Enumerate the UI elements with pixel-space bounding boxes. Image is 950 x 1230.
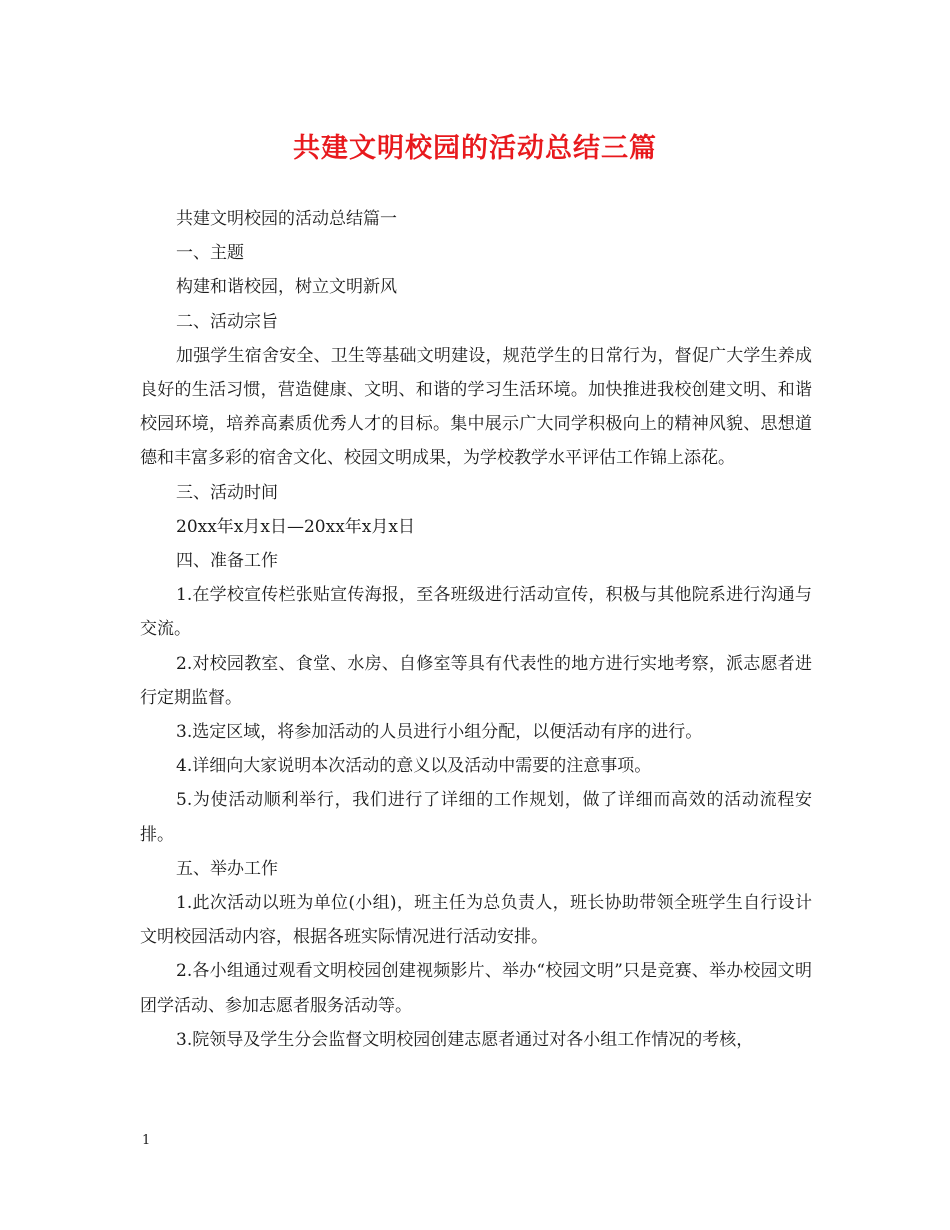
list-item: 1.此次活动以班为单位(小组)，班主任为总负责人，班长协助带领全班学生自行设计文明校园活动内容，根据各班实际情况进行活动安排。 bbox=[140, 893, 812, 948]
document-title: 共建文明校园的活动总结三篇 bbox=[293, 133, 657, 164]
list-item: 2.各小组通过观看文明校园创建视频影片、举办“校园文明”只是竞赛、举办校园文明团学活动、参加志愿者服务活动等。 bbox=[140, 961, 812, 1016]
list-item: 2.对校园教室、食堂、水房、自修室等具有代表性的地方进行实地考察，派志愿者进行定期监督。 bbox=[140, 653, 812, 708]
list-item: 1.在学校宣传栏张贴宣传海报，至各班级进行活动宣传，积极与其他院系进行沟通与交流。 bbox=[140, 585, 812, 640]
document-body bbox=[140, 202, 812, 1057]
subheading-organization: 五、举办工作 bbox=[176, 858, 278, 879]
subheading-theme: 一、主题 bbox=[176, 243, 244, 264]
paragraph: 构建和谐校园，树立文明新风 bbox=[176, 277, 397, 298]
subheading-time: 三、活动时间 bbox=[176, 482, 278, 503]
page-number: 1 bbox=[142, 1133, 151, 1148]
list-item: 5.为使活动顺利举行，我们进行了详细的工作规划，做了详细而高效的活动流程安排。 bbox=[140, 790, 812, 845]
paragraph: 20xx年x月x日—20xx年x月x日 bbox=[176, 516, 415, 537]
list-item: 4.详细向大家说明本次活动的意义以及活动中需要的注意事项。 bbox=[176, 756, 652, 777]
section-heading: 共建文明校园的活动总结篇一 bbox=[176, 209, 397, 229]
subheading-purpose: 二、活动宗旨 bbox=[176, 311, 278, 332]
list-item: 3.院领导及学生分会监督文明校园创建志愿者通过对各小组工作情况的考核， bbox=[176, 1029, 754, 1050]
list-item: 3.选定区域，将参加活动的人员进行小组分配，以便活动有序的进行。 bbox=[176, 722, 703, 743]
paragraph: 加强学生宿舍安全、卫生等基础文明建设，规范学生的日常行为，督促广大学生养成良好的生活习惯，营造健康、文明、和谐的学习生活环境。加快推进我校创建文明、和谐校园环境，培养高素质优秀人才的目标。集中展示广大同学积极向上的精神风貌、思想道德和丰富多彩的宿舍文化、校园文明成果，为学校教学水平评估工作锦上添花。 bbox=[140, 345, 812, 469]
subheading-preparation: 四、准备工作 bbox=[176, 551, 278, 572]
